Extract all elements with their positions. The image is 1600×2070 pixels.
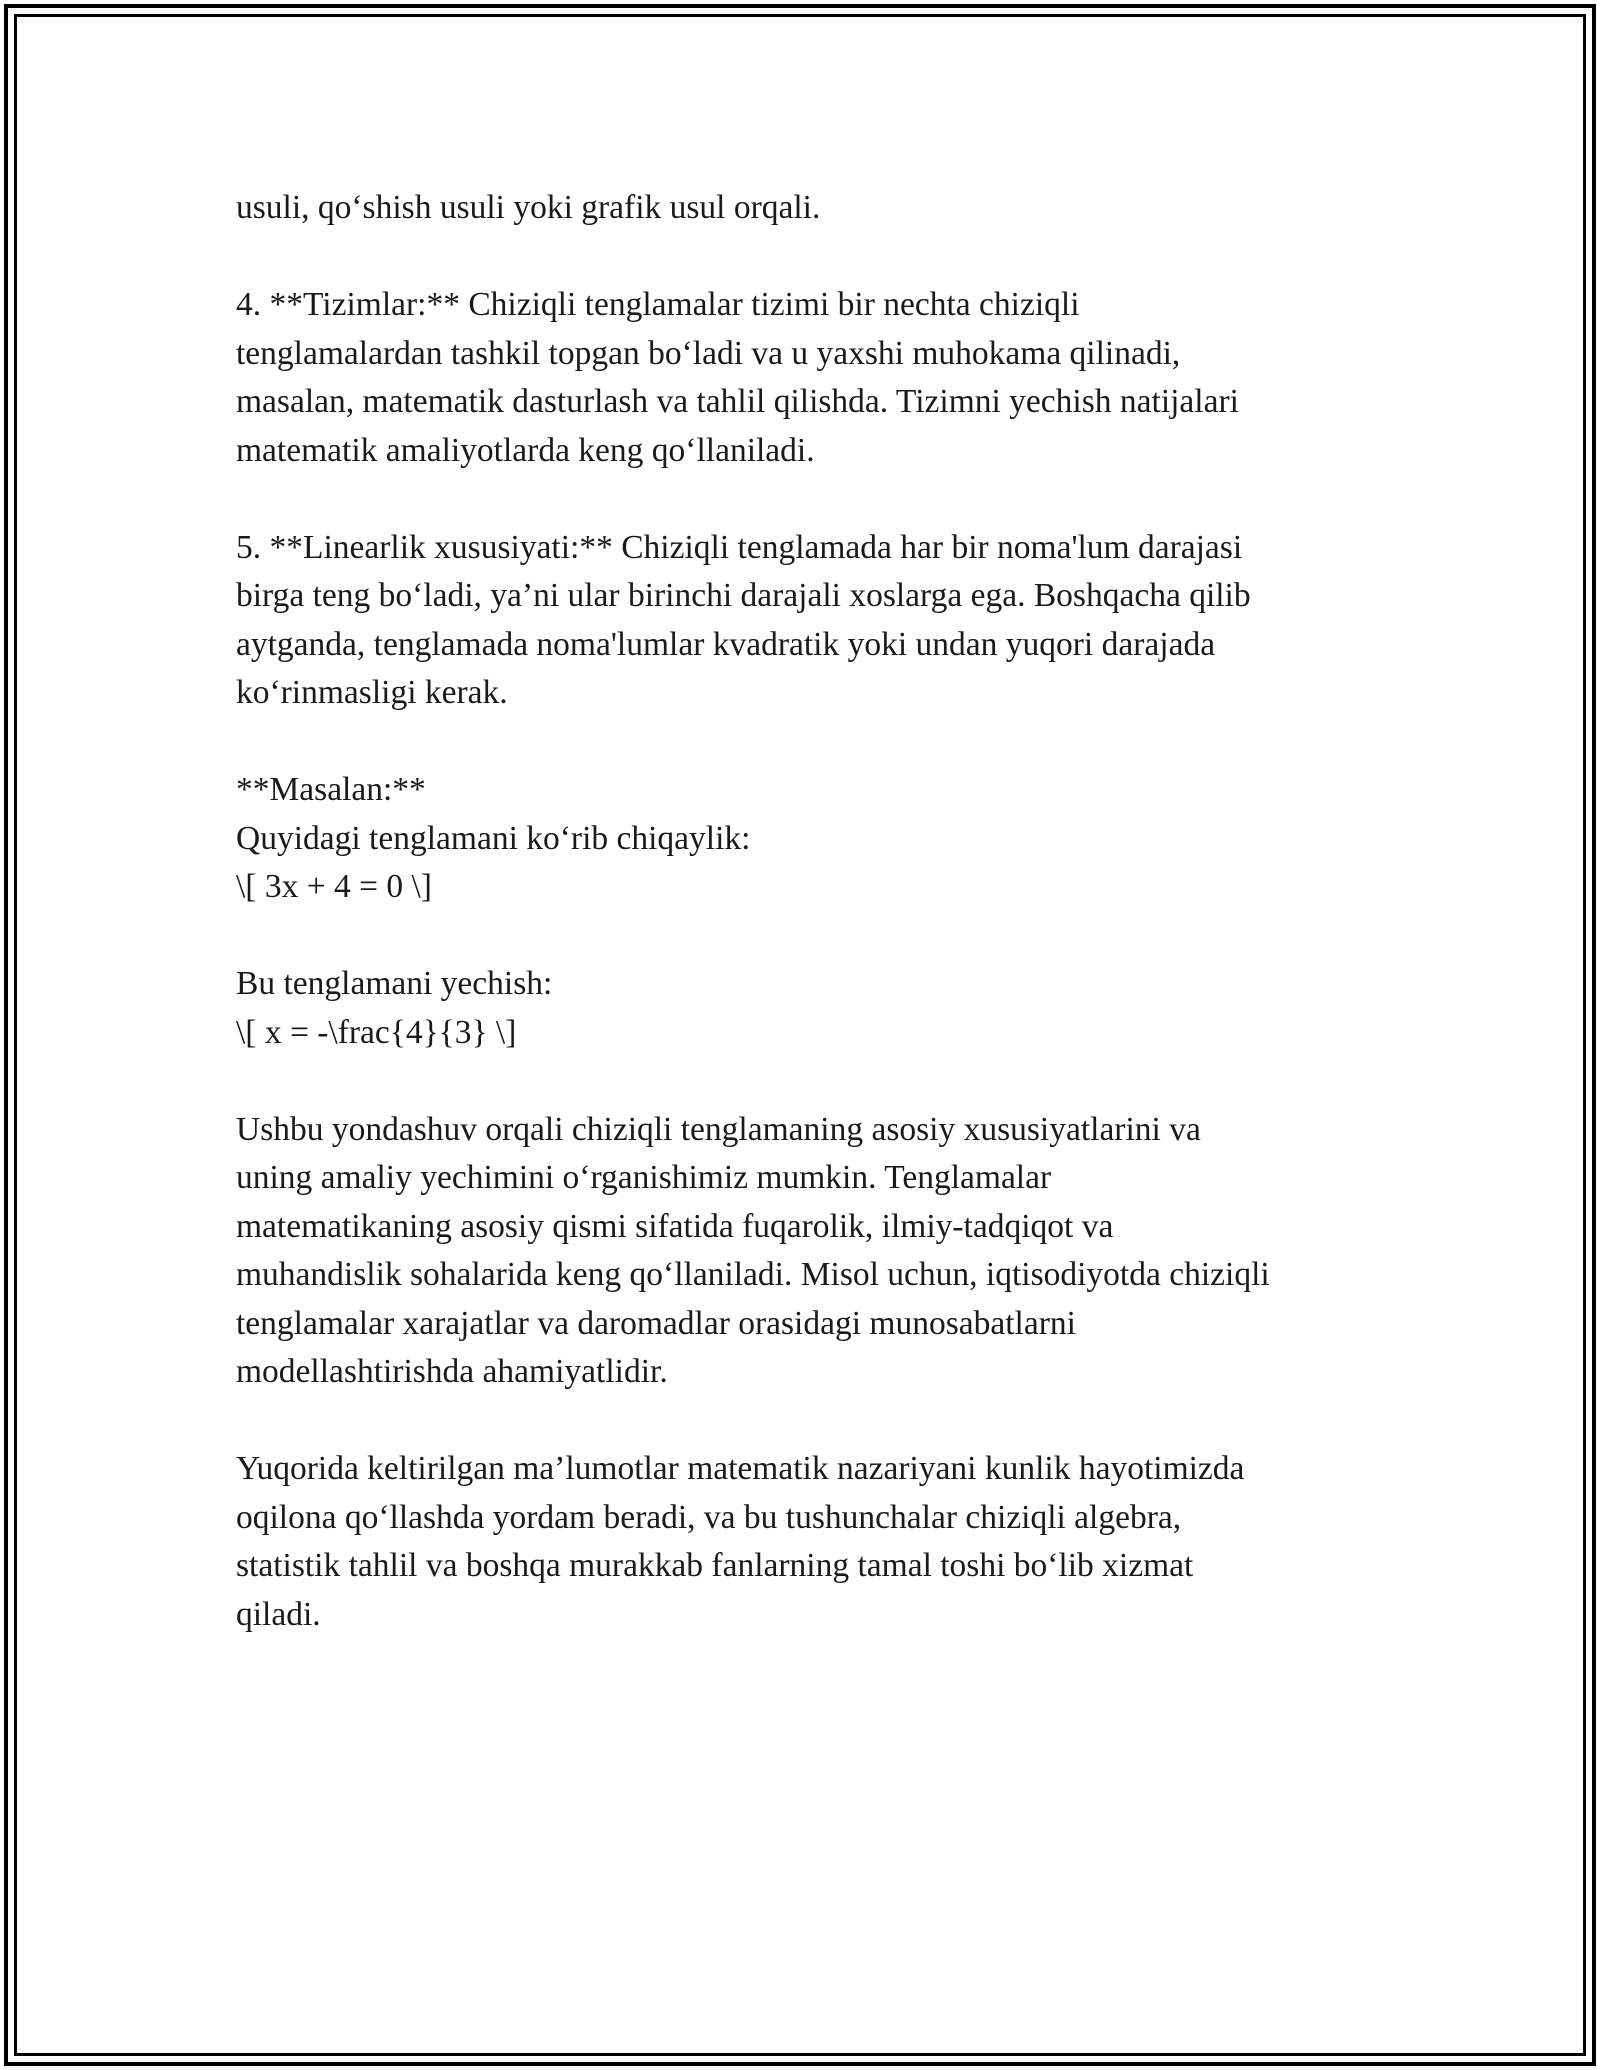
text-line: qiladi. (236, 1595, 321, 1633)
paragraph-methods-continued (236, 184, 1386, 233)
text-line: tenglamalardan tashkil topgan bo‘ladi va u yaxshi muhokama qilinadi, (236, 334, 1181, 372)
equation-line: \[ 3x + 4 = 0 \] (236, 868, 432, 905)
paragraph-approach (236, 1106, 1386, 1397)
equation-line: \[ x = -\frac{4}{3} \] (236, 1013, 517, 1051)
text-line: aytganda, tenglamada noma'lumlar kvadratik yoki undan yuqori darajada (236, 625, 1216, 663)
paragraph-linearity (236, 524, 1386, 718)
text-line: Quyidagi tenglamani ko‘rib chiqaylik: (236, 819, 751, 857)
example-heading: **Masalan:** (236, 771, 426, 808)
text-line: muhandislik sohalarida keng qo‘llaniladi. Misol uchun, iqtisodiyotda chiziqli (236, 1256, 1270, 1293)
paragraph-example (236, 766, 1386, 912)
text-line: birga teng bo‘ladi, ya’ni ular birinchi darajali xoslarga ega. Boshqacha qilib (236, 577, 1251, 614)
text-line: Ushbu yondashuv orqali chiziqli tenglamaning asosiy xususiyatlarini va (236, 1110, 1201, 1148)
text-line: Yuqorida keltirilgan ma’lumotlar matematik nazariyani kunlik hayotimizda (236, 1450, 1245, 1487)
text-line: masalan, matematik dasturlash va tahlil qilishda. Tizimni yechish natijalari (236, 383, 1239, 420)
document-body (236, 184, 1386, 1688)
text-line: matematik amaliyotlarda keng qo‘llaniladi. (236, 431, 815, 469)
text-line: matematikaning asosiy qismi sifatida fuqarolik, ilmiy-tadqiqot va (236, 1207, 1114, 1245)
paragraph-solution (236, 960, 1386, 1057)
text-line: usuli, qo‘shish usuli yoki grafik usul orqali. (236, 189, 821, 226)
text-line: Bu tenglamani yechish: (236, 965, 553, 1002)
paragraph-systems (236, 281, 1386, 475)
text-line: ko‘rinmasligi kerak. (236, 674, 508, 711)
text-line: oqilona qo‘llashda yordam beradi, va bu tushunchalar chiziqli algebra, (236, 1498, 1182, 1536)
text-line: statistik tahlil va boshqa murakkab fanlarning tamal toshi bo‘lib xizmat (236, 1547, 1194, 1584)
text-line: tenglamalar xarajatlar va daromadlar orasidagi munosabatlarni (236, 1304, 1076, 1342)
text-line: modellashtirishda ahamiyatlidir. (236, 1353, 668, 1390)
text-line: 4. **Tizimlar:** Chiziqli tenglamalar tizimi bir nechta chiziqli (236, 286, 1080, 323)
paragraph-conclusion (236, 1445, 1386, 1639)
text-line: 5. **Linearlik xususiyati:** Chiziqli tenglamada har bir noma'lum darajasi (236, 528, 1243, 566)
text-line: uning amaliy yechimini o‘rganishimiz mumkin. Tenglamalar (236, 1159, 1052, 1196)
